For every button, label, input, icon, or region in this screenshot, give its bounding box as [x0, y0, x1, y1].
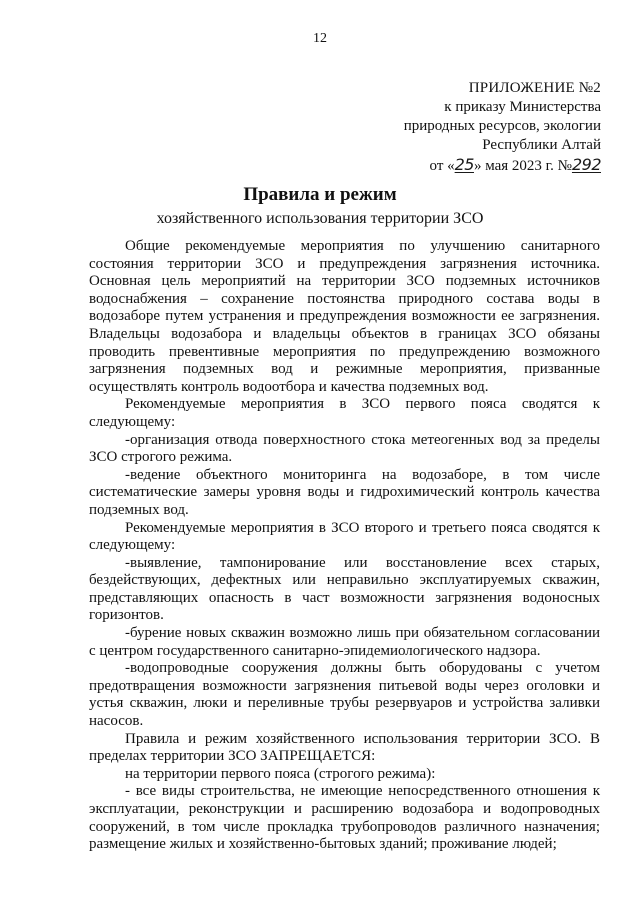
- paragraph-structures: -водопроводные сооружения должны быть оборудованы с учетом предотвращения возможности загрязнения питьевой воды через оголовки и устья скважин, люки и переливные трубы резервуаров и устройства заливки насосов.: [89, 660, 600, 730]
- paragraph-construction: - все виды строительства, не имеющие непосредственного отношения к эксплуатации, реконструкции и расширению водозабора и водопроводных сооружений, в том числе прокладка трубопроводов различного назначения; размещение жилых и хозяйственно-бытовых зданий; проживание людей;: [89, 783, 600, 853]
- paragraph-general: Общие рекомендуемые мероприятия по улучшению санитарного состояния территории ЗСО и предупреждения загрязнения источника. Основная цель мероприятий на территории ЗСО подземных источников водоснабжения – сохранение постоянства природного состава воды в водозаборе путем устранения и предупреждения возможности ее загрязнения. Владельцы водозабора и владельцы объектов в границах ЗСО обязаны проводить превентивные мероприятия по предупреждению возможного загрязнения подземных вод и режимные мероприятия, призванные осуществлять контроль водоотбора и качества подземных вод.: [89, 238, 600, 395]
- paragraph-second-third-belt-intro: Рекомендуемые мероприятия в ЗСО второго и третьего пояса сводятся к следующему:: [89, 519, 600, 554]
- date-middle: » мая 2023 г. №: [473, 158, 572, 174]
- paragraph-wells: -выявление, тампонирование или восстановление всех старых, бездействующих, дефектных или неправильно эксплуатируемых скважин, представляющих опасность в част возможности загрязнения водоносных горизонтов.: [89, 554, 600, 624]
- paragraph-runoff: -организация отвода поверхностного стока метеогенных вод за пределы ЗСО строгого режима.: [89, 431, 600, 466]
- appendix-header: [404, 79, 601, 176]
- handwritten-date-day: 25: [454, 155, 474, 174]
- appendix-title: ПРИЛОЖЕНИЕ №2: [468, 80, 601, 96]
- paragraph-monitoring: -ведение объектного мониторинга на водозаборе, в том числе систематические замеры уровня воды и гидрохимический контроль качества подземных вод.: [89, 466, 600, 518]
- handwritten-order-number: 292: [571, 155, 601, 174]
- appendix-line-order: к приказу Министерства: [444, 99, 601, 115]
- paragraph-first-belt-intro: Рекомендуемые мероприятия в ЗСО первого пояса сводятся к следующему:: [89, 396, 600, 430]
- appendix-line-ministry: природных ресурсов, экологии: [403, 118, 601, 134]
- document-body: [89, 238, 600, 854]
- appendix-date-line: [404, 155, 601, 176]
- paragraph-drilling: -бурение новых скважин возможно лишь при обязательном согласовании с центром государственного санитарно-эпидемиологического надзора.: [89, 625, 600, 659]
- date-prefix: от «: [429, 158, 455, 174]
- paragraph-rules: Правила и режим хозяйственного использования территории ЗСО. В пределах территории ЗСО ЗАПРЕЩАЕТСЯ:: [89, 730, 600, 765]
- page-number: 12: [313, 31, 327, 46]
- document-subtitle: хозяйственного использования территории ЗСО: [156, 210, 484, 227]
- document-title: Правила и режим: [243, 184, 397, 205]
- paragraph-first-belt-territory: на территории первого пояса (строгого режима):: [125, 765, 436, 782]
- appendix-line-republic: Республики Алтай: [482, 137, 601, 153]
